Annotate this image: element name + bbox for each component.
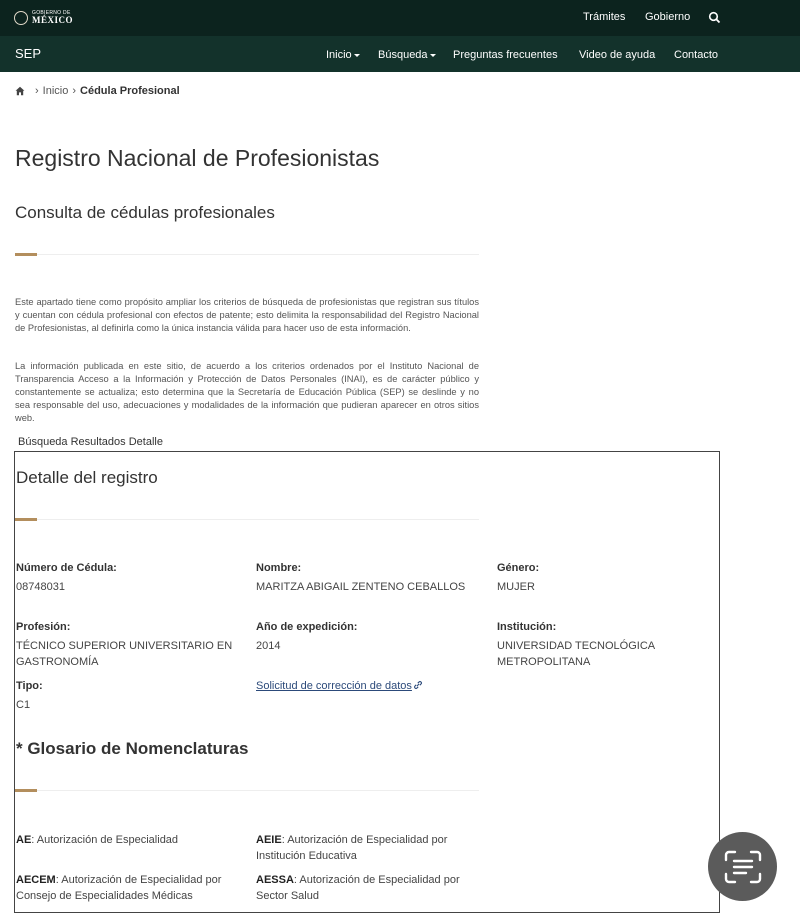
glossary-code: AE [16, 834, 32, 846]
nav-inicio[interactable] [326, 49, 360, 61]
gobierno-mexico-logo[interactable] [14, 8, 78, 28]
genero-value: MUJER [497, 581, 535, 593]
detail-title: Detalle del registro [16, 468, 158, 487]
nombre-value: MARITZA ABIGAIL ZENTENO CEBALLOS [256, 581, 466, 593]
glossary-text: : Autorización de Especialidad [31, 834, 179, 846]
tab-resultados[interactable]: Resultados [70, 436, 126, 448]
nav-preguntas[interactable]: Preguntas frecuentes [453, 49, 558, 61]
cedula-value: 08748031 [16, 581, 65, 593]
correction-link-label: Solicitud de corrección de datos [256, 680, 412, 692]
home-icon[interactable] [15, 86, 25, 96]
inai-paragraph: La información publicada en este sitio, de acuerdo a los criterios ordenados por el Instituto Nacional de Transparencia Acceso a la Información y Protección de Datos Personales (INAI), es de carácter público y constantemente se actualiza; esto determina que la Secretaría de Educación Pública (SEP) se deslinde y no sea responsable del uso, adecuaciones y modalidades de la información que pudieran aparecer en otros sitios web. [15, 361, 479, 423]
intro-paragraph: Este apartado tiene como propósito ampliar los criterios de búsqueda de profesionistas que registran sus títulos y cuentan con cédula profesional con efectos de patente; esto delimita la responsabilidad del Registro Nacional de Profesionistas, al definirla como la única instancia válida para hacer uso de esta información. [15, 297, 479, 333]
breadcrumb-separator: › [72, 85, 77, 97]
divider [37, 254, 479, 255]
breadcrumb-inicio[interactable]: Inicio [42, 85, 69, 97]
glossary-code: AEIE [256, 834, 282, 846]
accent-bar [15, 789, 37, 792]
tramites-link[interactable]: Trámites [583, 11, 626, 23]
profesion-value: TÉCNICO SUPERIOR UNIVERSITARIO EN GASTRONOMÍA [16, 640, 233, 668]
nombre-label: Nombre: [256, 562, 302, 574]
anio-label: Año de expedición: [256, 621, 358, 633]
nav-video[interactable]: Video de ayuda [579, 49, 656, 61]
breadcrumb-current: Cédula Profesional [80, 85, 180, 97]
gobierno-link[interactable]: Gobierno [645, 11, 691, 23]
sep-brand[interactable]: SEP [15, 46, 42, 61]
logo-small-text: GOBIERNO DE [32, 10, 71, 16]
page-subtitle: Consulta de cédulas profesionales [15, 203, 275, 222]
glossary-item [256, 872, 471, 904]
genero-label: Género: [497, 562, 540, 574]
divider [37, 519, 479, 520]
search-icon[interactable] [708, 11, 721, 24]
nav-inicio-label: Inicio [326, 49, 352, 61]
glossary-title: * Glosario de Nomenclaturas [16, 739, 249, 758]
result-tabs [18, 436, 163, 448]
scan-text-icon [724, 850, 762, 884]
glossary-code: AECEM [16, 874, 56, 886]
nav-busqueda-label: Búsqueda [378, 49, 428, 61]
breadcrumb [15, 85, 180, 97]
seal-icon [14, 11, 28, 25]
accent-bar [15, 253, 37, 256]
link-icon [413, 680, 423, 690]
tipo-value: C1 [16, 699, 31, 711]
page-title: Registro Nacional de Profesionistas [15, 145, 380, 171]
tab-busqueda[interactable]: Búsqueda [18, 436, 68, 448]
divider [37, 790, 479, 791]
caret-down-icon [354, 54, 360, 57]
scan-text-button[interactable] [708, 832, 777, 901]
nav-contacto[interactable]: Contacto [674, 49, 719, 61]
glossary-item [256, 832, 481, 864]
glossary-item [16, 832, 246, 848]
caret-down-icon [430, 54, 436, 57]
nav-busqueda[interactable] [378, 49, 436, 61]
institucion-label: Institución: [497, 621, 557, 633]
logo-big-text: MÉXICO [32, 15, 73, 25]
profesion-label: Profesión: [16, 621, 71, 633]
cedula-label: Número de Cédula: [16, 562, 117, 574]
correction-link[interactable] [256, 680, 423, 692]
sep-navbar [0, 36, 800, 72]
tab-detalle[interactable]: Detalle [128, 436, 163, 448]
glossary-text: : Autorización de Especialidad por Institución Educativa [256, 834, 448, 862]
glossary-item [16, 872, 241, 904]
glossary-text: : Autorización de Especialidad por Consejo de Especialidades Médicas [16, 874, 222, 902]
gov-topbar [0, 0, 800, 36]
tipo-label: Tipo: [16, 680, 43, 692]
breadcrumb-separator: › [35, 85, 39, 97]
accent-bar [15, 518, 37, 521]
glossary-code: AESSA [256, 874, 294, 886]
glossary-text: : Autorización de Especialidad por Sector Salud [256, 874, 460, 902]
institucion-value: UNIVERSIDAD TECNOLÓGICA METROPOLITANA [497, 640, 655, 668]
anio-value: 2014 [256, 640, 281, 652]
